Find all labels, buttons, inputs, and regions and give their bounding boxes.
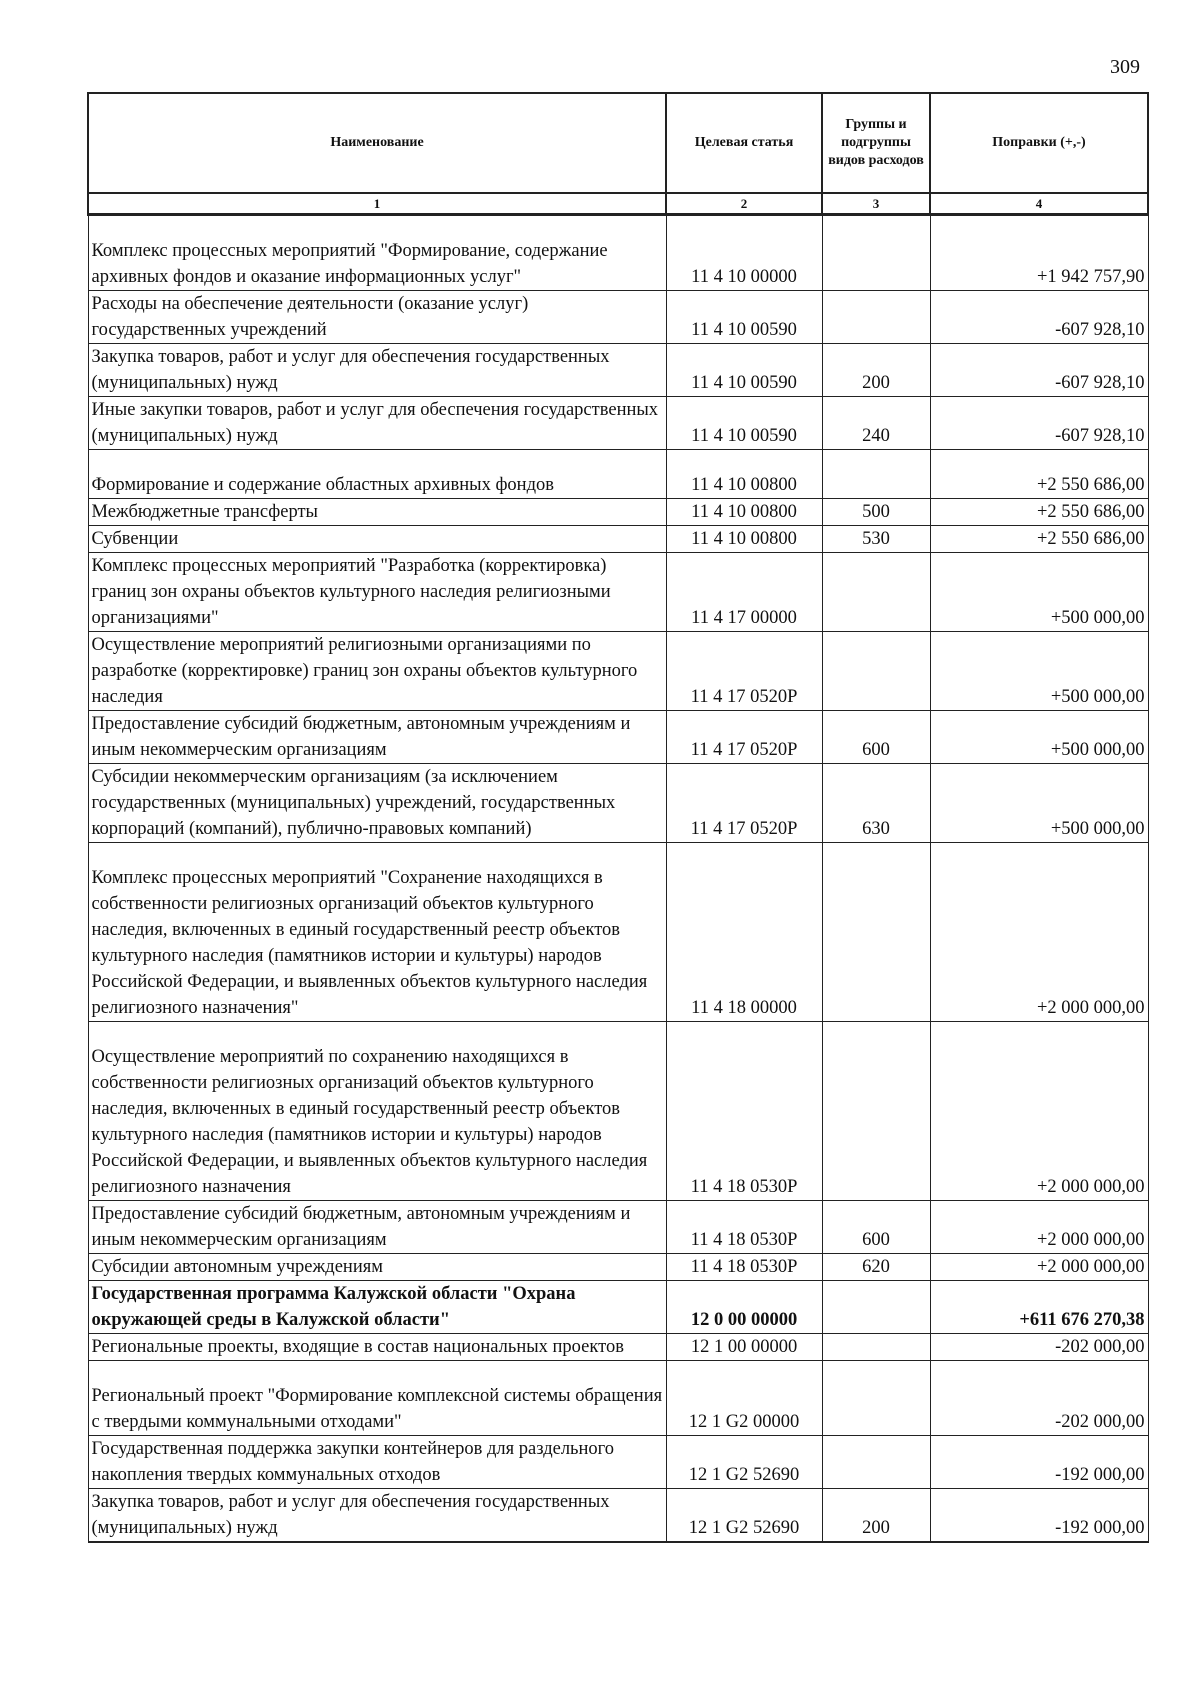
- row-expense-group-cell: [822, 1022, 930, 1201]
- table-header: [88, 93, 1148, 215]
- row-name-cell: Осуществление мероприятий религиозными организациями по разработке (корректировке) границ зон охраны объектов культурного наследия: [88, 632, 666, 711]
- table-row: [88, 843, 1148, 1022]
- row-target-article-cell: 11 4 17 0520Р: [666, 632, 822, 711]
- table-row: [88, 1281, 1148, 1334]
- row-name-cell: Субсидии некоммерческим организациям (за исключением государственных (муниципальных) учреждений, государственных корпораций (компаний), публично-правовых компаний): [88, 764, 666, 843]
- row-expense-group-cell: 600: [822, 711, 930, 764]
- row-expense-group-cell: [822, 291, 930, 344]
- row-amount-cell: -202 000,00: [930, 1334, 1148, 1361]
- table-row: [88, 1361, 1148, 1436]
- table-row: [88, 711, 1148, 764]
- row-expense-group-cell: [822, 450, 930, 499]
- row-name-cell: Расходы на обеспечение деятельности (оказание услуг) государственных учреждений: [88, 291, 666, 344]
- row-name-cell: Предоставление субсидий бюджетным, автономным учреждениям и иным некоммерческим организациям: [88, 711, 666, 764]
- row-name-cell: Закупка товаров, работ и услуг для обеспечения государственных (муниципальных) нужд: [88, 1489, 666, 1543]
- row-expense-group-cell: [822, 1334, 930, 1361]
- table-row: [88, 291, 1148, 344]
- row-target-article-cell: 11 4 10 00590: [666, 397, 822, 450]
- row-target-article-cell: 12 1 00 00000: [666, 1334, 822, 1361]
- row-amount-cell: +2 550 686,00: [930, 526, 1148, 553]
- row-amount-cell: +2 000 000,00: [930, 1254, 1148, 1281]
- row-amount-cell: +500 000,00: [930, 764, 1148, 843]
- row-expense-group-cell: 600: [822, 1201, 930, 1254]
- row-name-cell: Государственная поддержка закупки контейнеров для раздельного накопления твердых коммунальных отходов: [88, 1436, 666, 1489]
- row-amount-cell: +1 942 757,90: [930, 215, 1148, 291]
- row-target-article-cell: 12 1 G2 52690: [666, 1489, 822, 1543]
- table-row: [88, 1022, 1148, 1201]
- row-amount-cell: +500 000,00: [930, 632, 1148, 711]
- row-target-article-cell: 11 4 18 0530Р: [666, 1254, 822, 1281]
- row-target-article-cell: 11 4 10 00590: [666, 344, 822, 397]
- table-row: [88, 764, 1148, 843]
- row-target-article-cell: 12 1 G2 00000: [666, 1361, 822, 1436]
- row-target-article-cell: 11 4 10 00800: [666, 526, 822, 553]
- row-amount-cell: -192 000,00: [930, 1489, 1148, 1543]
- row-target-article-cell: 12 0 00 00000: [666, 1281, 822, 1334]
- row-name-cell: Иные закупки товаров, работ и услуг для обеспечения государственных (муниципальных) нужд: [88, 397, 666, 450]
- row-expense-group-cell: 530: [822, 526, 930, 553]
- row-amount-cell: +500 000,00: [930, 711, 1148, 764]
- header-num-4: 4: [930, 193, 1148, 215]
- row-name-cell: Региональный проект "Формирование комплексной системы обращения с твердыми коммунальными отходами": [88, 1361, 666, 1436]
- row-expense-group-cell: 200: [822, 344, 930, 397]
- row-name-cell: Субсидии автономным учреждениям: [88, 1254, 666, 1281]
- row-target-article-cell: 11 4 10 00590: [666, 291, 822, 344]
- row-name-cell: Государственная программа Калужской области "Охрана окружающей среды в Калужской области": [88, 1281, 666, 1334]
- row-expense-group-cell: 630: [822, 764, 930, 843]
- header-num-2: 2: [666, 193, 822, 215]
- table-row: [88, 553, 1148, 632]
- row-expense-group-cell: 200: [822, 1489, 930, 1543]
- row-target-article-cell: 11 4 17 0520Р: [666, 711, 822, 764]
- row-target-article-cell: 11 4 18 0530Р: [666, 1201, 822, 1254]
- row-amount-cell: -192 000,00: [930, 1436, 1148, 1489]
- header-num-1: 1: [88, 193, 666, 215]
- row-expense-group-cell: [822, 632, 930, 711]
- table-row: [88, 397, 1148, 450]
- row-target-article-cell: 11 4 17 0520Р: [666, 764, 822, 843]
- row-expense-group-cell: [822, 1281, 930, 1334]
- table-row: [88, 1254, 1148, 1281]
- row-target-article-cell: 12 1 G2 52690: [666, 1436, 822, 1489]
- row-expense-group-cell: 620: [822, 1254, 930, 1281]
- row-amount-cell: +500 000,00: [930, 553, 1148, 632]
- row-amount-cell: +2 000 000,00: [930, 1022, 1148, 1201]
- table-row: [88, 526, 1148, 553]
- row-name-cell: Комплекс процессных мероприятий "Разработка (корректировка) границ зон охраны объектов культурного наследия религиозными организациями": [88, 553, 666, 632]
- row-name-cell: Комплекс процессных мероприятий "Формирование, содержание архивных фондов и оказание информационных услуг": [88, 215, 666, 291]
- row-expense-group-cell: [822, 843, 930, 1022]
- row-amount-cell: +611 676 270,38: [930, 1281, 1148, 1334]
- row-name-cell: Формирование и содержание областных архивных фондов: [88, 450, 666, 499]
- row-expense-group-cell: [822, 1436, 930, 1489]
- row-amount-cell: -202 000,00: [930, 1361, 1148, 1436]
- row-name-cell: Комплекс процессных мероприятий "Сохранение находящихся в собственности религиозных организаций объектов культурного наследия, включенных в единый государственный реестр объектов культурного наследия (памятников истории и культуры) народов Российской Федерации, и выявленных объектов культурного наследия религиозного назначения": [88, 843, 666, 1022]
- table-row: [88, 450, 1148, 499]
- header-amendments: Поправки (+,-): [930, 93, 1148, 193]
- row-expense-group-cell: [822, 215, 930, 291]
- row-name-cell: Закупка товаров, работ и услуг для обеспечения государственных (муниципальных) нужд: [88, 344, 666, 397]
- row-name-cell: Субвенции: [88, 526, 666, 553]
- page-number: 309: [1110, 56, 1140, 78]
- row-expense-group-cell: [822, 553, 930, 632]
- table-row: [88, 1489, 1148, 1543]
- row-name-cell: Межбюджетные трансферты: [88, 499, 666, 526]
- table-row: [88, 1201, 1148, 1254]
- budget-amendments-table: [87, 92, 1149, 1543]
- row-target-article-cell: 11 4 18 0530Р: [666, 1022, 822, 1201]
- row-expense-group-cell: 240: [822, 397, 930, 450]
- row-target-article-cell: 11 4 10 00000: [666, 215, 822, 291]
- row-name-cell: Региональные проекты, входящие в состав национальных проектов: [88, 1334, 666, 1361]
- row-amount-cell: +2 000 000,00: [930, 1201, 1148, 1254]
- row-target-article-cell: 11 4 10 00800: [666, 450, 822, 499]
- row-target-article-cell: 11 4 10 00800: [666, 499, 822, 526]
- table-row: [88, 1436, 1148, 1489]
- table-row: [88, 1334, 1148, 1361]
- table-body: [88, 215, 1148, 1543]
- row-amount-cell: -607 928,10: [930, 291, 1148, 344]
- row-target-article-cell: 11 4 18 00000: [666, 843, 822, 1022]
- table-row: [88, 499, 1148, 526]
- row-amount-cell: -607 928,10: [930, 344, 1148, 397]
- header-num-3: 3: [822, 193, 930, 215]
- header-target-article: Целевая статья: [666, 93, 822, 193]
- header-name: Наименование: [88, 93, 666, 193]
- row-target-article-cell: 11 4 17 00000: [666, 553, 822, 632]
- table-row: [88, 632, 1148, 711]
- row-amount-cell: +2 550 686,00: [930, 499, 1148, 526]
- row-amount-cell: +2 550 686,00: [930, 450, 1148, 499]
- row-amount-cell: -607 928,10: [930, 397, 1148, 450]
- row-name-cell: Осуществление мероприятий по сохранению находящихся в собственности религиозных организаций объектов культурного наследия, включенных в единый государственный реестр объектов культурного наследия (памятников истории и культуры) народов Российской Федерации, и выявленных объектов культурного наследия религиозного назначения: [88, 1022, 666, 1201]
- row-name-cell: Предоставление субсидий бюджетным, автономным учреждениям и иным некоммерческим организациям: [88, 1201, 666, 1254]
- table-row: [88, 344, 1148, 397]
- row-expense-group-cell: 500: [822, 499, 930, 526]
- header-expense-groups: Группы и подгруппы видов расходов: [822, 93, 930, 193]
- row-amount-cell: +2 000 000,00: [930, 843, 1148, 1022]
- table-row: [88, 215, 1148, 291]
- row-expense-group-cell: [822, 1361, 930, 1436]
